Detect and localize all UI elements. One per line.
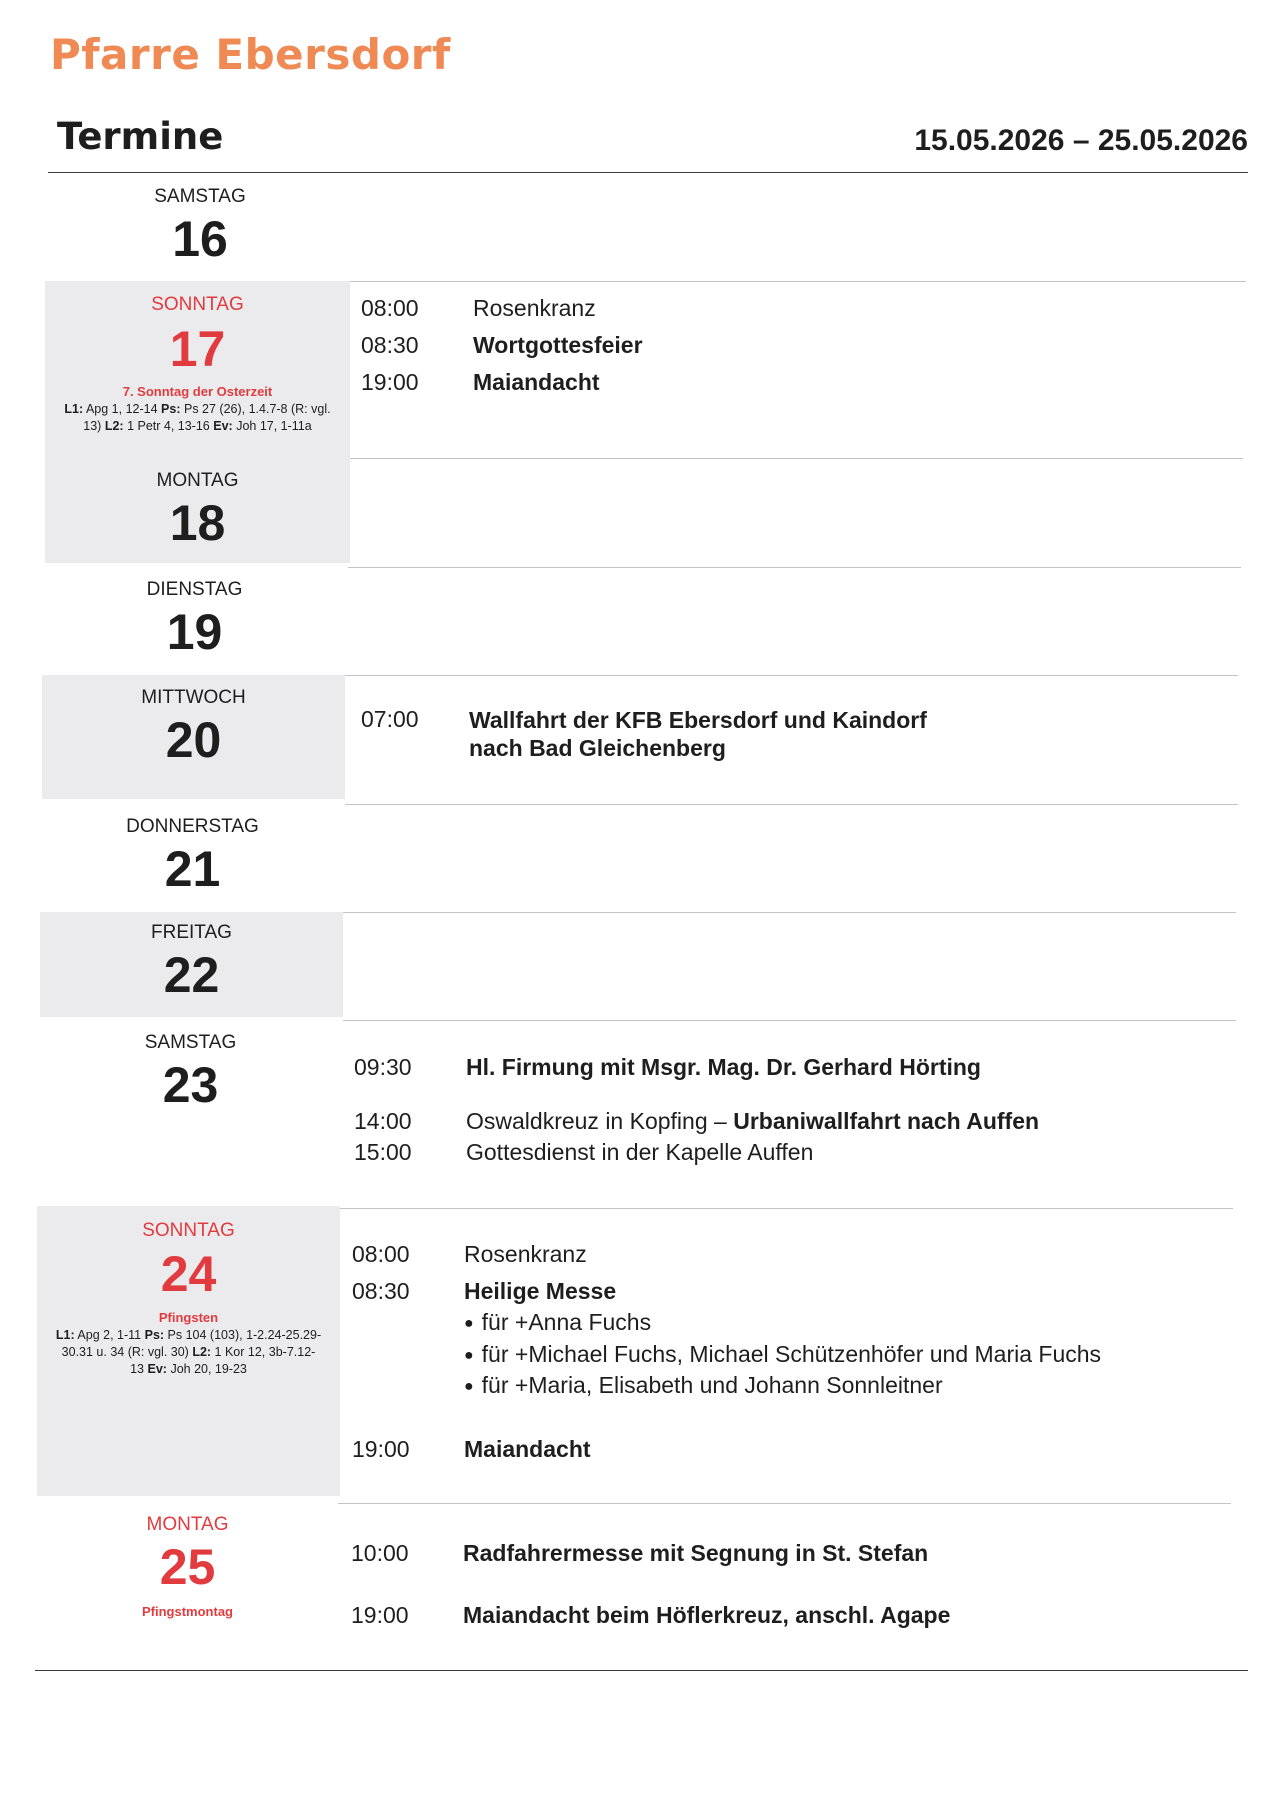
day-number: 21 [164,841,221,897]
weekday-label: MITTWOCH [141,687,246,708]
event-title: Gottesdienst in der Kapelle Auffen [466,1139,814,1165]
event-title: Maiandacht [473,369,600,395]
bible-readings: L1: Apg 1, 12-14 Ps: Ps 27 (26), 1.4.7-8 (R: vgl. 13) L2: 1 Petr 4, 13-16 Ev: Joh 17, 1-11a [64,402,331,433]
separator [343,912,1236,913]
event-title: Oswaldkreuz in Kopfing – Urbaniwallfahrt nach Auffen [466,1108,1040,1134]
weekday-label: SONNTAG [151,294,244,315]
mass-intention: ● für +Michael Fuchs, Michael Schützenhöfer und Maria Fuchs [464,1341,1102,1367]
event-title: Rosenkranz [473,295,596,321]
event-title: Maiandacht beim Höflerkreuz, anschl. Agape [463,1602,951,1628]
feast-name: Pfingsten [158,1310,219,1325]
day-number: 18 [169,495,226,551]
day-block-25 [35,1505,340,1625]
event-title: Wortgottesfeier [473,332,643,358]
event-title: Radfahrermesse mit Segnung in St. Stefan [463,1540,929,1566]
day-block-24 [37,1206,340,1496]
day-number: 23 [162,1057,219,1113]
event-time: 19:00 [351,1602,409,1628]
event-time: 14:00 [354,1108,412,1134]
separator [350,458,1243,459]
day-number: 24 [160,1246,217,1302]
event-time: 08:30 [361,332,419,358]
separator [338,1503,1231,1504]
event-time: 19:00 [352,1436,410,1462]
feast-name: Pfingstmontag [142,1604,233,1619]
day-number: 16 [172,211,228,267]
header-rule [48,172,1248,173]
separator [350,281,1246,282]
date-range: 15.05.2026 – 25.05.2026 [914,124,1248,157]
event-time: 15:00 [354,1139,412,1165]
footer-rule [35,1670,1248,1671]
weekday-label: DONNERSTAG [126,816,259,837]
separator [345,804,1238,805]
event-title: Wallfahrt der KFB Ebersdorf und Kaindorf nach Bad Gleichenberg [469,707,927,761]
parish-name: Pfarre Ebersdorf [50,30,451,79]
weekday-label: SONNTAG [142,1220,235,1241]
day-block-21 [40,806,345,906]
day-block-22 [40,912,343,1017]
day-number: 20 [165,712,222,768]
bullet-icon: ● [464,1378,474,1395]
event-time: 07:00 [361,706,419,732]
day-block-23 [38,1022,343,1122]
day-block-16 [45,180,355,275]
weekday-label: SAMSTAG [144,1032,237,1053]
day-number: 19 [166,604,223,660]
event-time: 10:00 [351,1540,409,1566]
event-title: Rosenkranz [464,1241,587,1267]
event-title: Heilige Messe [464,1278,617,1304]
bullet-icon: ● [464,1315,474,1332]
day-number: 25 [159,1539,216,1595]
day-block-19 [42,569,347,669]
mass-intention: ● für +Anna Fuchs [464,1309,652,1335]
mass-intention: ● für +Maria, Elisabeth und Johann Sonnleitner [464,1372,943,1398]
weekday-label: FREITAG [151,922,232,943]
day-block-18 [45,460,350,563]
bullet-icon: ● [464,1347,474,1364]
section-title: Termine [57,115,224,158]
day-number: 17 [169,321,226,377]
weekday-label: MONTAG [156,470,239,491]
weekday-label: SAMSTAG [154,186,246,207]
event-title: Hl. Firmung mit Msgr. Mag. Dr. Gerhard Hörting [466,1054,981,1080]
event-time: 08:30 [352,1278,410,1304]
separator [340,1208,1233,1209]
event-time: 19:00 [361,369,419,395]
event-time: 08:00 [352,1241,410,1267]
separator [343,1020,1236,1021]
separator [348,567,1241,568]
day-number: 22 [163,947,220,1003]
weekday-label: MONTAG [146,1514,229,1535]
separator [345,675,1238,676]
bible-readings: L1: Apg 2, 1-11 Ps: Ps 104 (103), 1-2.24-25.29- 30.31 u. 34 (R: vgl. 30) L2: 1 Kor 12, 3b-7.12- 13 Ev: Joh 20, 19-23 [55,1328,322,1376]
weekday-label: DIENSTAG [146,579,243,600]
feast-name: 7. Sonntag der Osterzeit [122,384,273,399]
day-block-20 [42,675,345,799]
event-time: 08:00 [361,295,419,321]
event-title: Maiandacht [464,1436,591,1462]
event-time: 09:30 [354,1054,412,1080]
